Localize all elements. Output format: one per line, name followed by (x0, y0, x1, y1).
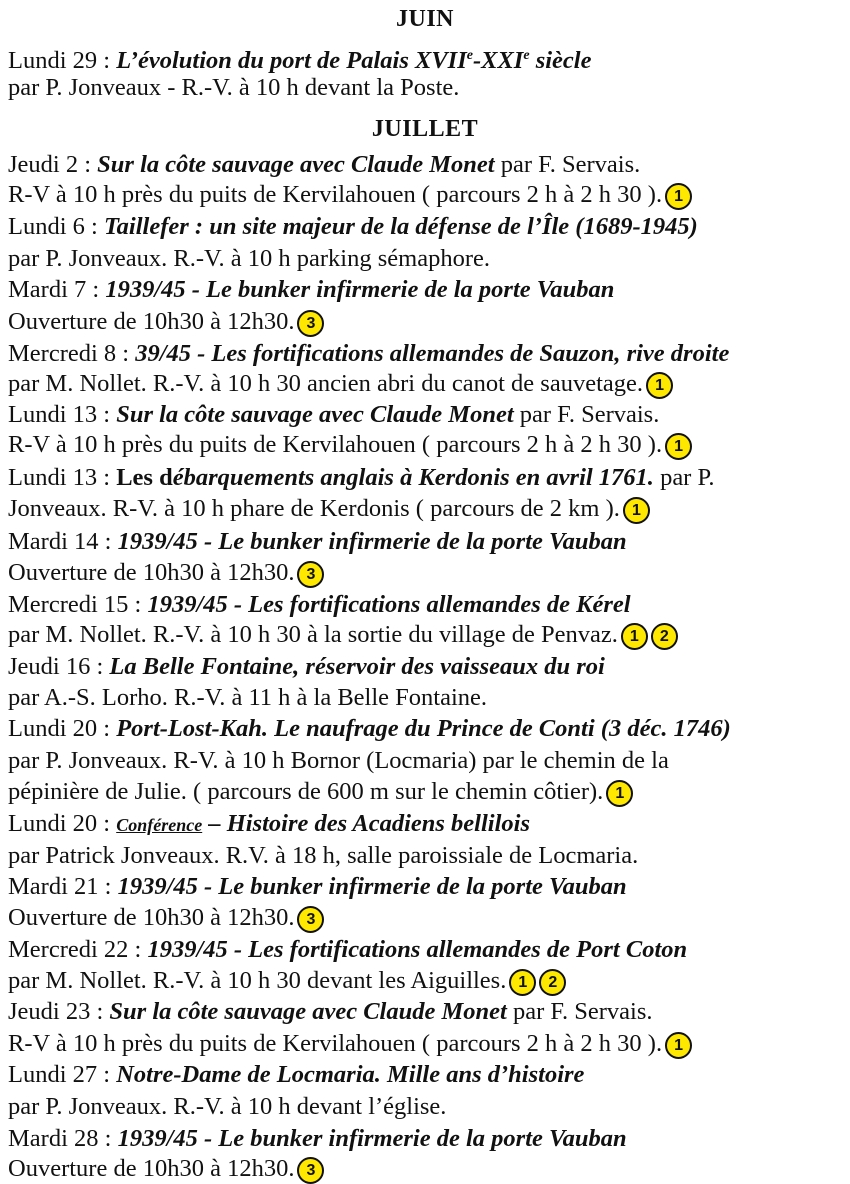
event-line (8, 714, 731, 744)
circled-number-badge: 3 (297, 310, 324, 337)
event-title-text: -XXI (472, 47, 524, 74)
event-title-text: Notre-Dame de Locmaria. Mille ans d’histoire (116, 1061, 585, 1088)
event-line (8, 620, 678, 650)
event-title-text: Sur la côte sauvage avec Claude Monet (116, 401, 514, 428)
event-line (8, 463, 715, 493)
event-text: par P. Jonveaux. R-V. à 10 h Bornor (Locmaria) par le chemin de la (8, 747, 669, 774)
event-text: par F. Servais. (506, 998, 653, 1025)
event-text: Ouverture de 10h30 à 12h30. (8, 904, 295, 931)
event-text: Ouverture de 10h30 à 12h30. (8, 559, 295, 586)
event-title-text: e (466, 48, 473, 63)
event-text: R-V à 10 h près du puits de Kervilahouen ( parcours 2 h à 2 h 30 ). (8, 1030, 663, 1057)
circled-number-badge: 1 (665, 183, 692, 210)
event-title-text: 1939/45 - Le bunker infirmerie de la porte Vauban (117, 873, 627, 900)
event-title-text: 1939/45 - Le bunker infirmerie de la porte Vauban (117, 1125, 627, 1152)
event-line (8, 212, 698, 242)
event-line (8, 307, 324, 337)
event-line (8, 935, 687, 965)
event-text: Mardi 7 : (8, 276, 106, 303)
circled-number-badge: 1 (665, 433, 692, 460)
event-line (8, 1154, 324, 1184)
event-text: Lundi 13 : (8, 401, 117, 428)
event-line (8, 903, 324, 933)
event-text: Jeudi 23 : (8, 998, 110, 1025)
circled-number-badge: 1 (623, 497, 650, 524)
event-text: Mardi 21 : (8, 873, 118, 900)
event-text: par F. Servais. (494, 151, 641, 178)
event-line (8, 1124, 627, 1154)
event-line (8, 872, 627, 902)
event-line (8, 809, 530, 840)
month-heading-juin: JUIN (395, 6, 454, 32)
event-text: R-V à 10 h près du puits de Kervilahouen ( parcours 2 h à 2 h 30 ). (8, 431, 663, 458)
event-line (8, 966, 566, 996)
month-heading-juillet: JUILLET (371, 116, 479, 142)
event-line (8, 494, 650, 524)
event-line (8, 590, 631, 620)
event-title-text: siècle (529, 47, 592, 74)
event-text: par M. Nollet. R.-V. à 10 h 30 ancien abri du canot de sauvetage. (8, 370, 644, 397)
event-line (8, 73, 459, 103)
event-line (8, 1092, 446, 1122)
event-text: Lundi 20 : (8, 810, 117, 837)
event-text: par P. Jonveaux. R.-V. à 10 h parking sémaphore. (8, 245, 490, 272)
event-text: par F. Servais. (513, 401, 660, 428)
event-text: R-V à 10 h près du puits de Kervilahouen ( parcours 2 h à 2 h 30 ). (8, 181, 663, 208)
event-title-text: 1939/45 - Les fortifications allemandes de Kérel (147, 591, 631, 618)
event-title-text: Port-Lost-Kah. Le naufrage du Prince de Conti (3 déc. 1746) (116, 715, 731, 742)
event-text: par M. Nollet. R.-V. à 10 h 30 devant les Aiguilles. (8, 967, 507, 994)
circled-number-badge: 3 (297, 906, 324, 933)
event-title-text: ébarquements anglais à Kerdonis en avril 1761. (172, 464, 654, 491)
circled-number-badge: 2 (651, 623, 678, 650)
event-line (8, 430, 692, 460)
circled-number-badge: 3 (297, 561, 324, 588)
event-text: Jonveaux. R-V. à 10 h phare de Kerdonis ( parcours de 2 km ). (8, 495, 620, 522)
circled-number-badge: 1 (665, 1032, 692, 1059)
event-text: Mercredi 22 : (8, 936, 148, 963)
event-title-text: 39/45 - Les fortifications allemandes de Sauzon, rive droite (135, 340, 730, 367)
event-title-text: – Histoire des Acadiens bellilois (202, 810, 530, 837)
event-line (8, 777, 633, 807)
event-text: Les d (116, 464, 173, 491)
event-text: Ouverture de 10h30 à 12h30. (8, 308, 295, 335)
event-line (8, 683, 487, 713)
event-text: Conférence (116, 815, 203, 835)
event-line (8, 652, 605, 682)
event-text: par A.-S. Lorho. R.-V. à 11 h à la Belle Fontaine. (8, 684, 488, 711)
event-line (8, 841, 638, 871)
event-line (8, 41, 591, 76)
event-line (8, 1029, 692, 1059)
event-text: par Patrick Jonveaux. R.V. à 18 h, salle paroissiale de Locmaria. (8, 842, 639, 869)
circled-number-badge: 3 (297, 1157, 324, 1184)
event-title-text: Taillefer : un site majeur de la défense de l’Île (1689-1945) (103, 213, 698, 240)
event-text: par P. Jonveaux. R.-V. à 10 h devant l’église. (8, 1093, 447, 1120)
event-line (8, 150, 640, 180)
event-title-text: Sur la côte sauvage avec Claude Monet (109, 998, 507, 1025)
event-text: Lundi 13 : (8, 464, 117, 491)
event-title-text: 1939/45 - Le bunker infirmerie de la porte Vauban (105, 276, 615, 303)
circled-number-badge: 1 (646, 372, 673, 399)
event-line (8, 527, 627, 557)
event-text: par M. Nollet. R.-V. à 10 h 30 à la sortie du village de Penvaz. (8, 621, 618, 648)
event-text: Lundi 6 : (8, 213, 104, 240)
event-text: Mardi 14 : (8, 528, 118, 555)
circled-number-badge: 2 (539, 969, 566, 996)
event-text: Jeudi 16 : (8, 653, 110, 680)
event-line (8, 997, 653, 1027)
event-line (8, 558, 324, 588)
event-line (8, 275, 614, 305)
circled-number-badge: 1 (621, 623, 648, 650)
event-title-text: 1939/45 - Le bunker infirmerie de la porte Vauban (117, 528, 627, 555)
event-text: pépinière de Julie. ( parcours de 600 m sur le chemin côtier). (8, 778, 604, 805)
event-line (8, 746, 669, 776)
event-text: Lundi 20 : (8, 715, 117, 742)
event-text: Lundi 27 : (8, 1061, 117, 1088)
event-text: Ouverture de 10h30 à 12h30. (8, 1155, 295, 1182)
event-text: par P. (653, 464, 715, 491)
event-text: par P. Jonveaux - R.-V. à 10 h devant la Poste. (8, 74, 460, 101)
event-line (8, 339, 729, 369)
event-title-text: 1939/45 - Les fortifications allemandes de Port Coton (147, 936, 688, 963)
event-line (8, 369, 673, 399)
event-title-text: Sur la côte sauvage avec Claude Monet (97, 151, 495, 178)
event-title-text: L’évolution du port de Palais XVII (116, 47, 467, 74)
event-title-text: La Belle Fontaine, réservoir des vaisseaux du roi (109, 653, 605, 680)
event-line (8, 1060, 584, 1090)
event-text: Mercredi 8 : (8, 340, 136, 367)
event-text: Mardi 28 : (8, 1125, 118, 1152)
event-text: Mercredi 15 : (8, 591, 148, 618)
event-text: Lundi 29 : (8, 47, 117, 74)
event-text: Jeudi 2 : (8, 151, 98, 178)
event-line (8, 244, 490, 274)
event-line (8, 400, 659, 430)
event-line (8, 180, 692, 210)
event-title-text: e (523, 48, 530, 63)
circled-number-badge: 1 (606, 780, 633, 807)
circled-number-badge: 1 (509, 969, 536, 996)
